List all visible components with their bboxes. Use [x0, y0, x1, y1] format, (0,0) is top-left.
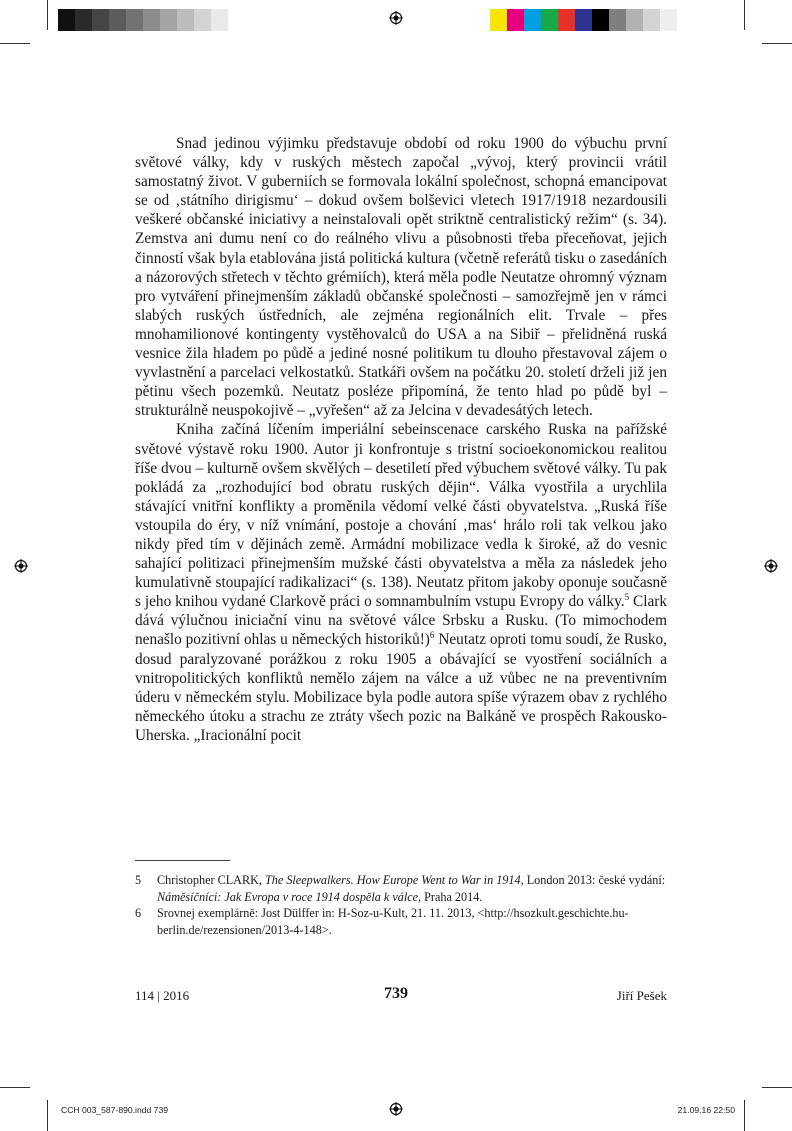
footnote: [135, 905, 667, 938]
print-timestamp: 21.09.16 22:50: [677, 1105, 735, 1115]
gray-swatch: [143, 9, 160, 31]
crop-mark: [0, 1087, 30, 1088]
body-text: [135, 134, 667, 745]
paragraph: Snad jedinou výjimku představuje období od roku 1900 do výbuchu první světové války, kdy v ruských městech započal „vývoj, který provincii vrátil samostatný život. V guberniích se formovala lokální společnost, schopná emancipovat se od ‚státního dirigismu‘ – dokud ovšem bolševici vletech 1917/1918 nezardousili veškeré občanské iniciativy a neinstalovali opět striktně centralistický režim“ (s. 34). Zemstva ani dumu není co do reálného vlivu a působnosti třeba přeceňovat, jejich činností však byla etablována jistá politická kultura (včetně referátů tisku o zasedáních a názorových střetech v těchto grémiích), která měla podle Neutatze ohromný význam pro vytváření přinejmenším základů občanské společnosti – samozřejmě jen v rámci slabých ruských ústředních, ale zejména regionálních elit. Trvale – přes mnohamilionové kontingenty vystěhovalců do USA a na Sibiř – přelidněná ruská vesnice žila hladem po půdě a jediné nosné politikum tu dlouho přestavoval zájem o vyvlastnění a parcelaci velkostatků. Statkáři ovšem na počátku 20. století drželi již jen pětinu všech pozemků. Neutatz posléze připomíná, že tento hlad po půdě byl – strukturálně neuspokojivě – „vyřešen“ až za Jelcina v devadesátých letech.: [135, 135, 667, 420]
gray-swatch: [126, 9, 143, 31]
paragraph: Kniha začíná líčením imperiální sebeinscenace carského Ruska na pařížské světové výstavě roku 1900. Autor ji konfrontuje s tristní socioekonomickou realitou říše dvou – kulturně ovšem skvělých – desetiletí před výbuchem světové války. Tu pak pokládá za „rozhodující bod obratu ruských dějin“. Válka vyostřila a urychlila stávající vnitřní konflikty a proměnila vědomí velké části obyvatelstva. „Ruská říše vstoupila do éry, v níž vnímání, postoje a chování ‚mas‘ hrálo roli tak velkou jako nikdy před tím v dějinách země. Armádní mobilizace vedla k široké, až do vesnic sahající politizaci přinejmenším mužské části obyvatelstva a měla za následek jeho kumulativně stoupající radikalizaci“ (s. 138). Neutatz přitom jakoby oponuje současně s jeho knihou vydané Clarkově práci o somnambulním vstupu Evropy do války.$^5$ Clark dává výlučnou iniciační vinu na světové válce Srbsku a Rusku. (To mimochodem nenašlo pozitivní ohlas u německých historiků!)$^6$ Neutatz oproti tomu soudí, že Rusko, dosud paralyzované porážkou z roku 1905 a obávající se vyostření sociálních a vnitropolitických konfliktů nemělo zájem na válce a už vůbec ne na preventivním úderu v německém stylu. Mobilizace byla podle autora spíše výrazem obav z rychlého německého útoku a strachu ze ztráty všech pozic na Balkáně ve prospěch Rakousko-Uherska. „Iracionální pocit: [135, 421, 667, 744]
gray-swatch: [109, 9, 126, 31]
gray-swatch: [92, 9, 109, 31]
color-swatch: [575, 9, 592, 31]
footnote-number: 6: [135, 906, 142, 921]
color-swatch: [626, 9, 643, 31]
footnote-ref[interactable]: 5: [624, 592, 630, 603]
gray-swatch: [75, 9, 92, 31]
footnote-text: Christopher CLARK, The Sleepwalkers. How Europe Went to War in 1914, London 2013: české vydání: Náměsíčníci: Jak Evropa v roce 1914 dospěla k válce, Praha 2014.: [157, 873, 666, 904]
footnote-number: 5: [135, 873, 142, 887]
crop-mark: [762, 43, 792, 44]
crop-mark: [47, 1100, 48, 1131]
color-swatch: [660, 9, 677, 31]
registration-mark-icon: [14, 559, 28, 573]
crop-mark: [762, 1087, 792, 1088]
footnotes: [135, 872, 667, 938]
gray-swatch: [58, 9, 75, 31]
footnote-text: Srovnej exemplárně: Jost Dülffer in: H-Soz-u-Kult, 21. 11. 2013, <http://hsozkult.geschichte.hu-berlin.de/rezensionen/2013-4-148>.: [157, 906, 629, 937]
journal-issue: 114 | 2016: [135, 988, 190, 1003]
color-swatch: [558, 9, 575, 31]
color-swatch: [507, 9, 524, 31]
page-number: 739: [384, 985, 408, 1002]
crop-mark: [0, 43, 30, 44]
footnote-ref[interactable]: 6: [429, 630, 435, 641]
file-slug: CCH 003_587-890.indd 739: [61, 1105, 169, 1115]
color-swatch: [541, 9, 558, 31]
author-name: Jiří Pešek: [616, 988, 667, 1003]
crop-mark: [744, 1100, 745, 1131]
registration-mark-icon: [764, 559, 778, 573]
gray-swatch: [194, 9, 211, 31]
crop-mark: [47, 0, 48, 30]
grayscale-color-bar: [58, 9, 228, 31]
process-color-bar: [490, 9, 694, 31]
color-swatch: [677, 9, 694, 31]
color-swatch: [643, 9, 660, 31]
registration-mark-icon: [389, 11, 403, 25]
gray-swatch: [160, 9, 177, 31]
color-swatch: [609, 9, 626, 31]
footnote: [135, 872, 667, 905]
color-swatch: [592, 9, 609, 31]
footnote-separator: [135, 860, 230, 861]
registration-mark-icon: [389, 1102, 403, 1116]
gray-swatch: [211, 9, 228, 31]
gray-swatch: [177, 9, 194, 31]
color-swatch: [490, 9, 507, 31]
crop-mark: [744, 0, 745, 30]
color-swatch: [524, 9, 541, 31]
